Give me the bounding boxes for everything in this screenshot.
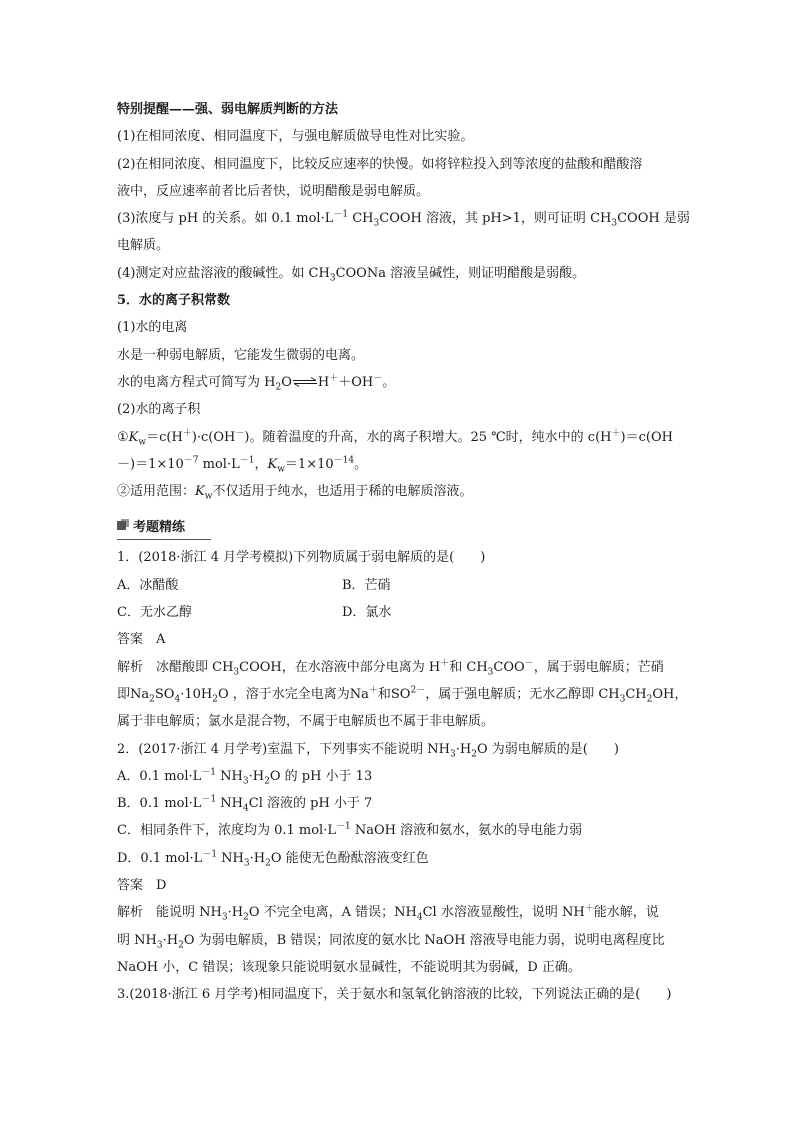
q2-stem: 2．(2017·浙江 4 月学考)室温下，下列事实不能说明 $NH_3\cdot H_2O$ 为弱电解质的是( ) [117,741,619,760]
q2-option-a: A．0.1 $mol\cdot L^{-1}$ $NH_3\cdot H_2O$ 的 pH 小于 13 [117,767,373,787]
q1-option-a: A．冰醋酸 [117,577,179,593]
tip-title: 特别提醒——强、弱电解质判断的方法 [117,102,339,117]
q1-explain-1: 解析 冰醋酸即 $CH_3COOH$，在水溶液中部分电离为 H＋和 $CH_3COO^-$，属于弱电解质；芒硝 [117,658,664,678]
q1-option-c: C．无水乙醇 [117,605,192,621]
section-title: 考题精练 [133,519,186,535]
q1-option-b: B．芒硝 [342,577,391,593]
tip-line-2: (2)在相同浓度、相同温度下，比较反应速率的快慢。如将锌粒投入到等浓度的盐酸和醋酸溶 [117,156,643,172]
kw-line-3: ②适用范围：$K_w$不仅适用于纯水，也适用于稀的电解质溶液。 [117,484,473,502]
tip-line-5: 电解质。 [117,238,170,254]
q1-explain-3: 属于非电解质；氯水是混合物，不属于电解质也不属于非电解质。 [117,714,495,730]
q2-explain-3: NaOH 小，C 错误；该现象只能说明氨水显碱性，不能说明其为弱碱，D 正确。 [117,959,581,975]
tip-line-1: (1)在相同浓度、相同温度下，与强电解质做导电性对比实验。 [117,129,474,145]
q2-option-b: B．0.1 $mol\cdot L^{-1}$ $NH_4Cl$ 溶液的 pH 小于 7 [117,794,373,814]
tip-line-6: (4)测定对应盐溶液的酸碱性。如 $CH_3COONa$ 溶液呈碱性，则证明醋酸是弱酸。 [117,265,586,284]
q2-option-c: C．相同条件下，浓度均为 0.1 $mol\cdot L^{-1}$ NaOH 溶液和氨水，氨水的导电能力弱 [117,822,583,839]
tip-line-4: (3)浓度与 pH 的关系。如 0.1 $mol\cdot L^{-1}$ $CH_3COOH$ 溶液，其 pH>1，则可证明 $CH_3COOH$ 是弱 [117,209,690,229]
q2-option-d: D．0.1 $mol\cdot L^{-1}$ $NH_3\cdot H_2O$ 能使无色酚酞溶液变红色 [117,849,429,869]
water-para-1: 水是一种弱电解质，它能发生微弱的电离。 [117,347,365,363]
water-sub-1: (1)水的电离 [117,320,188,336]
q2-explain-1: 解析 能说明 $NH_3\cdot H_2O$ 不完全电离，A 错误；$NH_4Cl$ 水溶液显酸性，说明 NH＋能水解，说 [117,903,659,923]
q1-option-d: D．氯水 [342,605,392,621]
q1-options-row-1 [117,572,683,599]
q1-options-row-2 [117,599,683,626]
kw-line-1: $①K_w=c(H^+)\cdot c(OH^-)$。随着温度的升高，水的离子积增大。25 ℃时，纯水中的 c(H＋)＝c(OH [117,428,673,448]
q1-stem: 1．(2018·浙江 4 月学考模拟)下列物质属于弱电解质的是( ) [117,550,486,566]
q1-explain-2: 即$Na_2SO_4\cdot 10H_2O$ ，溶于水完全电离为Na＋和$SO^{2-}$，属于强电解质；无水乙醇即 $CH_3CH_2OH$， [117,685,688,705]
equilibrium-arrow-icon [292,377,318,387]
kw-line-2: $-)=1\times 10^{-7}$ $mol\cdot L^{-1}$，$K_w=1\times 10^{-14}$。 [117,455,368,475]
water-heading: 5．水的离子积常数 [117,293,231,309]
water-sub-2: (2)水的离子积 [117,402,201,418]
q2-answer: 答案 D [117,878,167,894]
water-equation: 水的电离方程式可简写为 $H_2O$ H＋＋OH－。 [117,373,396,393]
q1-answer: 答案 A [117,632,166,648]
document-body [117,96,690,1009]
tip-line-3: 液中，反应速率前者比后者快，说明醋酸是弱电解质。 [117,183,430,199]
q3-stem: 3.(2018·浙江 6 月学考)相同温度下，关于氨水和氢氧化钠溶液的比较，下列说法正确的是( ) [117,987,672,1003]
section-header [117,511,211,540]
q2-explain-2: 明 $NH_3\cdot H_2O$ 为弱电解质，B 错误；同浓度的氨水比 NaOH 溶液导电能力弱，说明电离程度比 [117,932,665,951]
section-square-icon [117,519,129,531]
